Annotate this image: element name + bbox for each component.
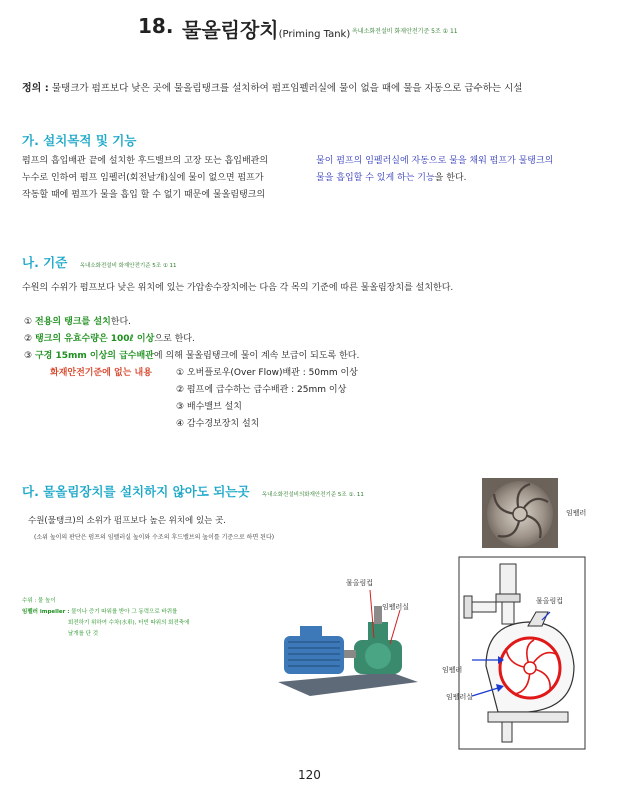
item-text: 으로 한다. [154,334,195,344]
section-na-heading-text: 나. 기준 [22,255,68,270]
item-emphasis: 탱크의 유효수량은 100ℓ 이상 [34,334,155,344]
title-number: 18. [138,14,174,38]
ga-left-line: 작동할 때에 펌프가 물을 흡입 할 수 없기 때문에 물올림탱크의 [22,190,266,200]
definition [22,79,522,94]
section-da-line2: (소위 높이의 판단은 펌프의 임펠러실 높이와 수조의 후드밸브의 높이를 기준으로 하면 된다) [34,534,275,541]
diagram-impeller-label: 임펠러 [442,666,463,674]
page-number: 120 [298,768,321,782]
title-reference: 옥내소화전설비 화재안전기준 5조 ① 11 [352,28,458,35]
notes [22,596,189,640]
note-impeller-label: 임펠러 impeller : [22,609,70,615]
diagram-priming-cup-label: 물올림컵 [536,597,564,605]
page-title [182,14,350,43]
item-emphasis: 구경 15mm 이상의 급수배관 [34,351,154,361]
criteria-item-3 [24,348,359,361]
extra-content-label: 화재안전기준에 없는 내용 [50,368,152,378]
pump-cross-section-diagram [458,556,586,750]
title-sub: (Priming Tank) [278,29,351,40]
section-na-ref: 옥내소화전설비 화재안전기준 5조 ① 11 [79,263,177,269]
section-ga-heading: 가. 설치목적 및 기능 [22,133,137,148]
note-impeller-line1: 물이나 증기 따위를 받아 그 동력으로 바퀴를 [71,609,178,615]
ga-right-line1: 물이 펌프의 임펠러실에 자동으로 물을 채워 펌프가 물탱크의 [316,156,554,166]
section-ga-left-text [22,153,268,204]
definition-label: 정의 : [22,83,49,94]
section-ga-right-text [316,153,553,187]
section-da-ref: 옥내소화전설비의화재안전기준 5조 ①. 11 [261,492,364,498]
extra-content-list [176,365,358,433]
note-impeller-line2: 회전하기 위하여 수차(水車), 터빈 따위의 회전축에 [68,620,190,626]
extra-item: ④ 감수경보장치 설치 [176,419,260,429]
section-na-heading [22,253,177,271]
section-da-heading [22,482,364,500]
item-text: 에 의해 물올림탱크에 물이 계속 보급이 되도록 한다. [153,351,360,361]
impeller-photo-label: 임펠러 [566,509,587,517]
item-emphasis: 전용의 탱크를 설치 [34,317,111,327]
ga-right-line2 [316,170,553,187]
extra-item: ③ 배수밸브 설치 [176,402,242,412]
diagram-impeller-room-label: 임펠러실 [446,693,474,701]
note-impeller-line3: 날개를 단 것 [68,631,99,637]
item-number: ① [24,317,33,327]
criteria-item-1 [24,314,131,327]
ga-left-line: 펌프의 흡입배관 끝에 설치한 후드밸브의 고장 또는 흡입배관의 [22,156,269,166]
section-da-line1: 수원(물탱크)의 소위가 펌프보다 높은 위치에 있는 곳. [28,516,226,526]
title-main: 물올림장치 [182,18,279,42]
criteria-item-2 [24,331,195,344]
extra-item: ② 펌프에 급수하는 급수배관 : 25mm 이상 [176,385,347,395]
ga-right-line2-rest: 을 한다. [434,173,467,183]
definition-text: 물탱크가 펌프보다 낮은 곳에 물올림탱크를 설치하여 펌프임펠러실에 물이 없을 때에 물을 자동으로 급수하는 시설 [51,83,523,94]
pump-label-arrows [360,586,420,646]
item-text: 한다. [110,317,132,327]
section-na-intro: 수원의 수위가 펌프보다 낮은 위치에 있는 가압송수장치에는 다음 각 목의 기준에 따른 물올림장치를 설치한다. [22,283,454,293]
item-number: ③ [24,351,33,361]
note-water-level: 수위 : 물 높이 [22,598,56,604]
item-number: ② [24,334,33,344]
ga-left-line: 누수로 인하여 펌프 임펠러(회전날개)실에 물이 없으면 펌프가 [22,173,264,183]
impeller-photo [482,478,558,548]
pump-priming-cup-label: 물올림컵 [346,579,374,587]
section-da-heading-text: 다. 물올림장치를 설치하지 않아도 되는곳 [22,484,250,499]
extra-item: ① 오버플로우(Over Flow)배관 : 50mm 이상 [176,368,358,378]
pump-impeller-room-label: 임펠러실 [382,603,410,611]
ga-right-line2-blue: 물을 흡입할 수 있게 하는 기능 [316,173,435,183]
